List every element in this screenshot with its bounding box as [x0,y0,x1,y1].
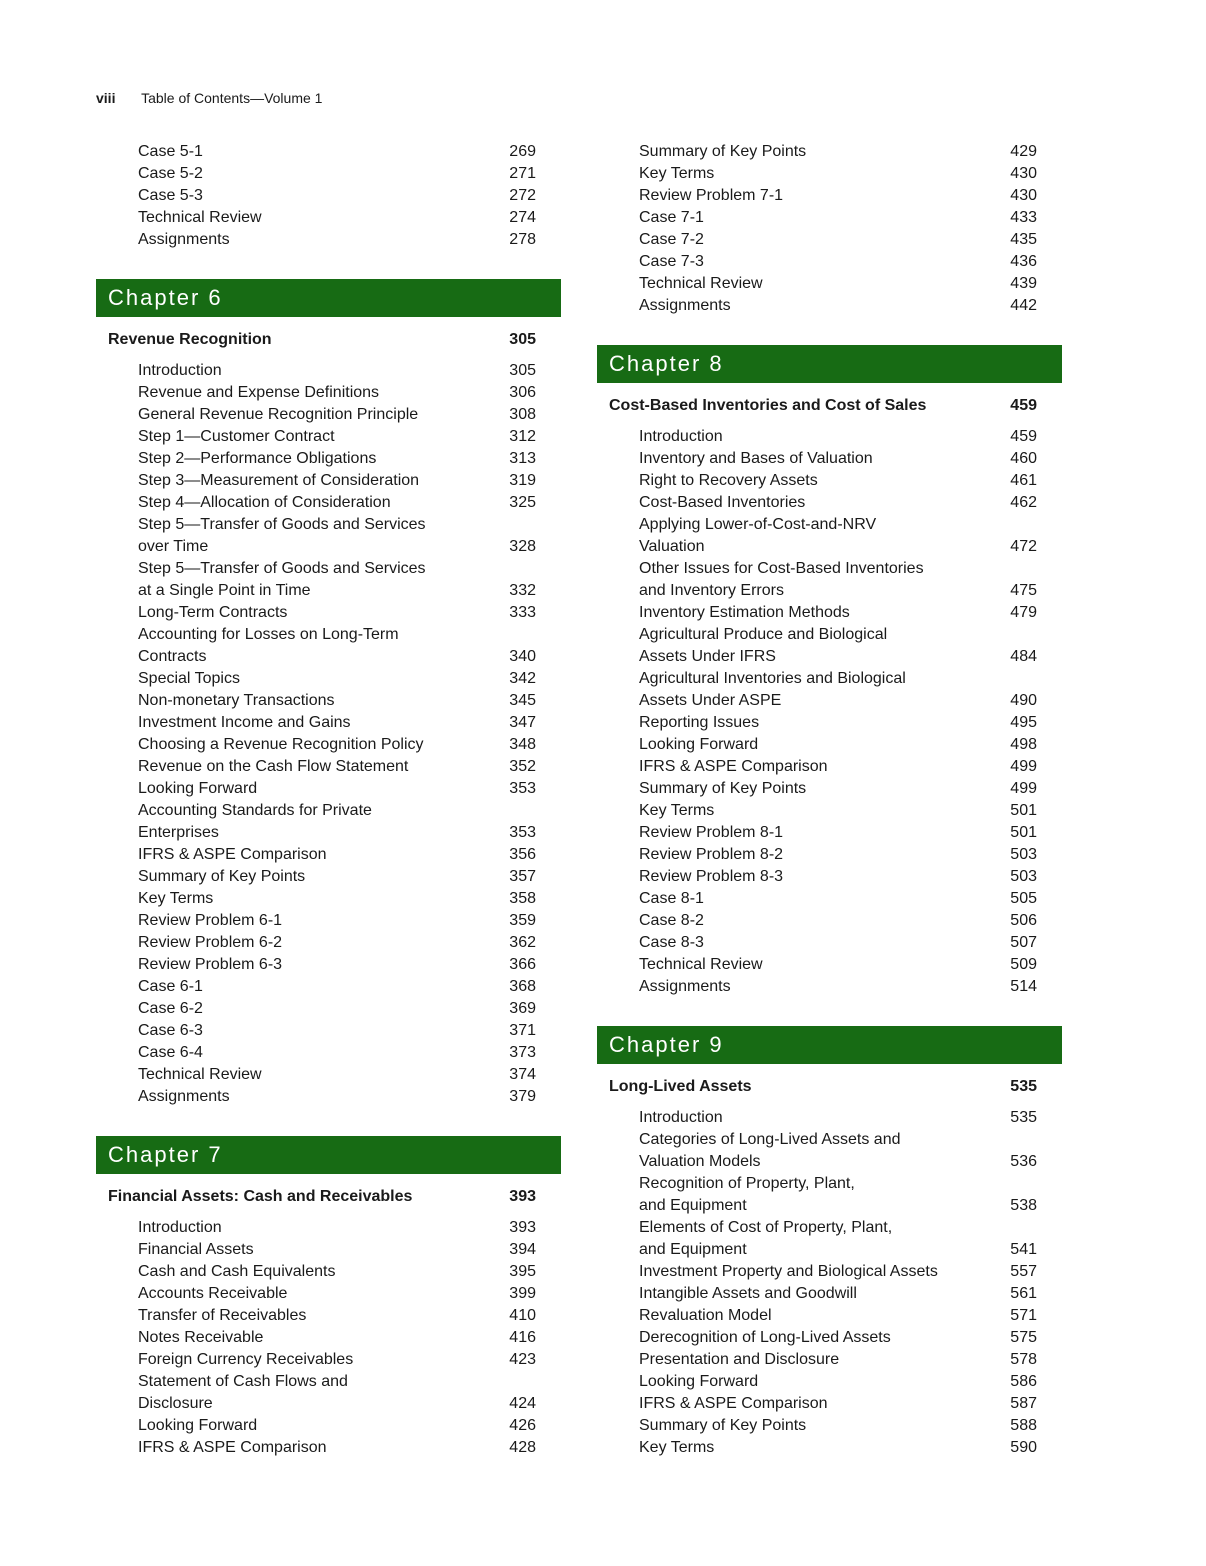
toc-entry-title: Case 6-3 [138,1022,203,1039]
chapter-title-text: Long-Lived Assets [609,1078,752,1095]
toc-entry-title: Key Terms [639,802,715,819]
toc-entry[interactable] [96,1261,561,1283]
toc-entry-title: Special Topics [138,670,240,687]
toc-entry-title: IFRS & ASPE Comparison [639,1395,828,1412]
toc-entry-title: Case 6-4 [138,1044,203,1061]
toc-entry[interactable] [96,360,561,382]
toc-entry[interactable] [96,998,561,1020]
toc-entry-title: Review Problem 6-3 [138,956,283,973]
toc-entry[interactable] [96,229,561,251]
chapter-title[interactable] [597,1076,1062,1098]
toc-entry[interactable] [96,1437,561,1459]
toc-entry[interactable] [597,295,1062,317]
toc-entry-page: 379 [509,1088,536,1105]
toc-entry-title: Summary of Key Points [639,1417,807,1434]
toc-entry-title: Investment Income and Gains [138,714,351,731]
toc-entry-title: Statement of Cash Flows and Disclosure [138,1373,348,1412]
toc-entry[interactable] [597,602,1062,624]
toc-entry-title: Technical Review [138,209,262,226]
toc-entry[interactable] [96,932,561,954]
toc-entry[interactable] [96,712,561,734]
toc-entry-title: Case 7-1 [639,209,704,226]
toc-entry-title: Looking Forward [639,1373,759,1390]
toc-entry-title: IFRS & ASPE Comparison [138,1439,327,1456]
chapter-title-page: 393 [509,1188,536,1205]
toc-entry-page: 506 [1010,912,1037,929]
toc-entry-page: 501 [1010,824,1037,841]
toc-entry-page: 442 [1010,297,1037,314]
toc-entry[interactable] [96,624,561,668]
toc-entry-page: 272 [509,187,536,204]
toc-entry-page: 575 [1010,1329,1037,1346]
toc-entry-title: Case 5-3 [138,187,203,204]
toc-entry-page: 369 [509,1000,536,1017]
chapter-bar: Chapter 8 [597,345,1062,383]
toc-entry[interactable] [597,185,1062,207]
toc-entry-title: Choosing a Revenue Recognition Policy [138,736,424,753]
toc-entry-page: 428 [509,1439,536,1456]
toc-entry-page: 514 [1010,978,1037,995]
toc-entry-page: 395 [509,1263,536,1280]
toc-entry-title: Looking Forward [138,1417,258,1434]
toc-entry[interactable] [597,426,1062,448]
chapter-title[interactable] [96,1186,561,1208]
toc-entry-page: 357 [509,868,536,885]
toc-entry-page: 484 [1010,648,1037,665]
toc-entry-title: Case 6-1 [138,978,203,995]
toc-entry[interactable] [597,932,1062,954]
toc-entry[interactable] [597,1217,1062,1261]
chapter-title-page: 459 [1010,397,1037,414]
toc-entry-title: Accounting Standards for Private Enterprises [138,802,372,841]
toc-entry-page: 503 [1010,868,1037,885]
toc-entry[interactable] [597,207,1062,229]
toc-entry[interactable] [597,141,1062,163]
toc-entry[interactable] [597,1393,1062,1415]
toc-entry[interactable] [597,229,1062,251]
toc-entry-page: 590 [1010,1439,1037,1456]
toc-entry-title: Introduction [639,1109,723,1126]
toc-entry-title: Inventory and Bases of Valuation [639,450,873,467]
toc-entry-page: 368 [509,978,536,995]
toc-entry-title: Foreign Currency Receivables [138,1351,354,1368]
toc-entry[interactable] [96,492,561,514]
toc-entry-page: 505 [1010,890,1037,907]
toc-entry-title: Investment Property and Biological Assets [639,1263,938,1280]
toc-entry[interactable] [597,1371,1062,1393]
toc-entry-title: Review Problem 6-2 [138,934,283,951]
toc-entry-title: Step 5—Transfer of Goods and Services at a Single Point in Time [138,560,426,599]
toc-entry-page: 459 [1010,428,1037,445]
toc-entry-page: 373 [509,1044,536,1061]
toc-entry[interactable] [597,1261,1062,1283]
toc-entry-title: Step 5—Transfer of Goods and Services over Time [138,516,426,555]
toc-entry[interactable] [597,448,1062,470]
toc-entry-page: 340 [509,648,536,665]
toc-entry-title: Reporting Issues [639,714,760,731]
toc-entry-page: 433 [1010,209,1037,226]
toc-entry-page: 509 [1010,956,1037,973]
toc-entry[interactable] [96,1283,561,1305]
chapter-title-text: Revenue Recognition [108,331,272,348]
toc-entry-page: 436 [1010,253,1037,270]
toc-entry-title: Non-monetary Transactions [138,692,335,709]
toc-entry[interactable] [597,910,1062,932]
toc-entry[interactable] [96,1020,561,1042]
toc-entry-title: Accounts Receivable [138,1285,288,1302]
chapter-bar: Chapter 6 [96,279,561,317]
toc-entry[interactable] [597,1129,1062,1173]
toc-entry-page: 353 [509,780,536,797]
toc-entry-page: 366 [509,956,536,973]
chapter-title-page: 535 [1010,1078,1037,1095]
toc-entry-page: 308 [509,406,536,423]
toc-entry[interactable] [96,954,561,976]
toc-entry-page: 503 [1010,846,1037,863]
toc-entry-page: 410 [509,1307,536,1324]
toc-entry-title: Summary of Key Points [639,780,807,797]
toc-entry[interactable] [597,1437,1062,1459]
toc-entry-page: 424 [509,1395,536,1412]
toc-entry[interactable] [597,470,1062,492]
toc-entry[interactable] [597,163,1062,185]
toc-entry[interactable] [597,1349,1062,1371]
page-number: viii [96,90,116,106]
toc-entry[interactable] [96,470,561,492]
toc-entry-page: 312 [509,428,536,445]
toc-entry-page: 278 [509,231,536,248]
toc-entry-title: Case 6-2 [138,1000,203,1017]
toc-entry-title: Right to Recovery Assets [639,472,818,489]
toc-entry-page: 352 [509,758,536,775]
toc-entry[interactable] [597,1327,1062,1349]
toc-entry-title: Financial Assets [138,1241,254,1258]
toc-entry-page: 430 [1010,187,1037,204]
toc-entry-title: Notes Receivable [138,1329,264,1346]
toc-entry-title: Other Issues for Cost-Based Inventories and Inventory Errors [639,560,924,599]
chapter-bar: Chapter 7 [96,1136,561,1174]
toc-entry[interactable] [597,954,1062,976]
toc-entry-title: Case 7-2 [639,231,704,248]
toc-entry-page: 439 [1010,275,1037,292]
toc-entry[interactable] [96,1305,561,1327]
toc-entry[interactable] [597,844,1062,866]
toc-entry[interactable] [96,734,561,756]
toc-entry-title: Transfer of Receivables [138,1307,307,1324]
toc-entry-title: Accounting for Losses on Long-Term Contracts [138,626,399,665]
toc-entry[interactable] [597,866,1062,888]
toc-entry[interactable] [96,800,561,844]
toc-entry-title: Revaluation Model [639,1307,772,1324]
toc-entry-title: General Revenue Recognition Principle [138,406,419,423]
toc-entry-title: Technical Review [639,275,763,292]
toc-entry-title: Applying Lower-of-Cost-and-NRV Valuation [639,516,877,555]
toc-entry-title: Summary of Key Points [639,143,807,160]
toc-entry[interactable] [597,976,1062,998]
toc-entry-title: IFRS & ASPE Comparison [639,758,828,775]
toc-entry-page: 348 [509,736,536,753]
toc-entry[interactable] [96,1371,561,1415]
toc-entry-title: Summary of Key Points [138,868,306,885]
toc-entry-page: 328 [509,538,536,555]
toc-entry-page: 435 [1010,231,1037,248]
toc-entry-page: 571 [1010,1307,1037,1324]
toc-entry-page: 359 [509,912,536,929]
toc-entry[interactable] [96,1349,561,1371]
toc-entry-title: Long-Term Contracts [138,604,288,621]
toc-entry[interactable] [597,1173,1062,1217]
toc-entry-page: 371 [509,1022,536,1039]
toc-entry[interactable] [597,1305,1062,1327]
toc-entry[interactable] [96,163,561,185]
toc-entry[interactable] [96,602,561,624]
chapter-title[interactable] [597,395,1062,417]
toc-entry-title: Case 5-2 [138,165,203,182]
toc-entry-page: 347 [509,714,536,731]
toc-entry-title: Assignments [639,978,731,995]
toc-entry[interactable] [96,1327,561,1349]
toc-entry[interactable] [96,756,561,778]
toc-entry[interactable] [597,1283,1062,1305]
toc-entry-page: 501 [1010,802,1037,819]
toc-entry-page: 313 [509,450,536,467]
toc-entry-title: Case 8-1 [639,890,704,907]
toc-entry-title: IFRS & ASPE Comparison [138,846,327,863]
toc-entry-page: 423 [509,1351,536,1368]
toc-entry-title: Introduction [639,428,723,445]
toc-entry[interactable] [597,558,1062,602]
toc-entry-page: 362 [509,934,536,951]
toc-entry-page: 306 [509,384,536,401]
toc-entry[interactable] [96,778,561,800]
toc-entry-page: 561 [1010,1285,1037,1302]
toc-entry-page: 358 [509,890,536,907]
toc-entry-title: Agricultural Inventories and Biological Assets Under ASPE [639,670,906,709]
toc-entry[interactable] [597,756,1062,778]
toc-entry-page: 499 [1010,758,1037,775]
toc-entry[interactable] [96,1086,561,1108]
toc-entry-title: Recognition of Property, Plant, and Equipment [639,1175,855,1214]
toc-entry-page: 535 [1010,1109,1037,1126]
toc-entry-title: Elements of Cost of Property, Plant, and Equipment [639,1219,893,1258]
toc-entry-title: Categories of Long-Lived Assets and Valuation Models [639,1131,901,1170]
toc-entry-page: 541 [1010,1241,1037,1258]
toc-entry[interactable] [96,976,561,998]
toc-entry[interactable] [597,822,1062,844]
toc-entry-page: 305 [509,362,536,379]
toc-entry-title: Step 4—Allocation of Consideration [138,494,391,511]
toc-entry-title: Agricultural Produce and Biological Assets Under IFRS [639,626,888,665]
toc-entry-page: 479 [1010,604,1037,621]
toc-entry[interactable] [96,888,561,910]
toc-entry-page: 393 [509,1219,536,1236]
toc-entry-page: 507 [1010,934,1037,951]
chapter-title-page: 305 [509,331,536,348]
toc-entry-title: Looking Forward [138,780,258,797]
toc-entry-page: 274 [509,209,536,226]
toc-entry[interactable] [597,1107,1062,1129]
toc-entry-page: 472 [1010,538,1037,555]
toc-entry-page: 460 [1010,450,1037,467]
toc-entry-title: Technical Review [138,1066,262,1083]
toc-entry[interactable] [597,273,1062,295]
toc-right-column [597,141,1062,1459]
toc-entry-title: Inventory Estimation Methods [639,604,850,621]
toc-entry[interactable] [96,1239,561,1261]
toc-entry-title: Key Terms [138,890,214,907]
toc-entry-title: Review Problem 6-1 [138,912,283,929]
toc-entry-page: 426 [509,1417,536,1434]
toc-entry-title: Intangible Assets and Goodwill [639,1285,857,1302]
toc-entry-page: 333 [509,604,536,621]
toc-entry-page: 429 [1010,143,1037,160]
toc-entry-title: Assignments [138,1088,230,1105]
toc-entry-page: 462 [1010,494,1037,511]
toc-entry[interactable] [96,558,561,602]
toc-entry-page: 399 [509,1285,536,1302]
toc-entry-page: 578 [1010,1351,1037,1368]
toc-entry-title: Introduction [138,362,222,379]
toc-entry-title: Case 5-1 [138,143,203,160]
toc-entry-title: Derecognition of Long-Lived Assets [639,1329,891,1346]
toc-entry-page: 353 [509,824,536,841]
toc-entry-page: 536 [1010,1153,1037,1170]
toc-entry-page: 271 [509,165,536,182]
toc-entry-title: Cost-Based Inventories [639,494,806,511]
toc-entry[interactable] [597,712,1062,734]
toc-entry[interactable] [597,251,1062,273]
toc-entry[interactable] [96,690,561,712]
toc-entry[interactable] [96,382,561,404]
running-header [96,90,322,106]
toc-entry[interactable] [597,800,1062,822]
toc-entry-title: Technical Review [639,956,763,973]
toc-entry-title: Presentation and Disclosure [639,1351,840,1368]
toc-entry-title: Step 3—Measurement of Consideration [138,472,420,489]
toc-entry-page: 430 [1010,165,1037,182]
toc-entry-page: 461 [1010,472,1037,489]
toc-entry-page: 586 [1010,1373,1037,1390]
toc-entry[interactable] [597,734,1062,756]
toc-entry-page: 587 [1010,1395,1037,1412]
toc-entry[interactable] [597,778,1062,800]
toc-entry[interactable] [96,910,561,932]
toc-entry[interactable] [597,492,1062,514]
toc-entry-page: 342 [509,670,536,687]
toc-entry-title: Review Problem 8-1 [639,824,784,841]
toc-entry-title: Step 1—Customer Contract [138,428,335,445]
chapter-bar: Chapter 9 [597,1026,1062,1064]
running-header-title: Table of Contents—Volume 1 [141,90,323,106]
toc-entry[interactable] [96,404,561,426]
toc-entry-page: 332 [509,582,536,599]
toc-entry-page: 498 [1010,736,1037,753]
toc-entry[interactable] [96,514,561,558]
toc-entry-page: 356 [509,846,536,863]
toc-entry-title: Assignments [138,231,230,248]
toc-entry-page: 490 [1010,692,1037,709]
toc-entry[interactable] [96,426,561,448]
toc-entry[interactable] [597,514,1062,558]
toc-entry[interactable] [96,1217,561,1239]
toc-entry[interactable] [597,668,1062,712]
toc-entry[interactable] [96,1064,561,1086]
toc-entry-page: 416 [509,1329,536,1346]
toc-entry[interactable] [96,844,561,866]
toc-entry-title: Key Terms [639,1439,715,1456]
toc-entry-page: 557 [1010,1263,1037,1280]
toc-entry-title: Case 8-3 [639,934,704,951]
toc-entry[interactable] [96,185,561,207]
toc-entry-title: Looking Forward [639,736,759,753]
toc-entry-title: Cash and Cash Equivalents [138,1263,336,1280]
toc-entry-title: Step 2—Performance Obligations [138,450,377,467]
toc-entry-title: Review Problem 7-1 [639,187,784,204]
chapter-title[interactable] [96,329,561,351]
toc-entry-title: Introduction [138,1219,222,1236]
chapter-title-text: Cost-Based Inventories and Cost of Sales [609,397,927,414]
toc-entry-page: 394 [509,1241,536,1258]
chapter-title-text: Financial Assets: Cash and Receivables [108,1188,413,1205]
toc-entry-title: Revenue and Expense Definitions [138,384,380,401]
toc-entry-page: 374 [509,1066,536,1083]
toc-entry[interactable] [96,1042,561,1064]
toc-entry-title: Revenue on the Cash Flow Statement [138,758,409,775]
toc-entry-page: 588 [1010,1417,1037,1434]
toc-entry[interactable] [96,141,561,163]
toc-entry[interactable] [597,888,1062,910]
toc-entry-title: Assignments [639,297,731,314]
toc-entry[interactable] [96,668,561,690]
toc-entry-page: 495 [1010,714,1037,731]
toc-entry-page: 499 [1010,780,1037,797]
toc-entry[interactable] [96,207,561,229]
toc-entry[interactable] [96,448,561,470]
toc-entry[interactable] [597,1415,1062,1437]
toc-entry-title: Review Problem 8-2 [639,846,784,863]
toc-entry-page: 475 [1010,582,1037,599]
toc-entry[interactable] [597,624,1062,668]
toc-entry-title: Case 8-2 [639,912,704,929]
toc-entry-page: 269 [509,143,536,160]
toc-entry[interactable] [96,1415,561,1437]
toc-entry[interactable] [96,866,561,888]
toc-entry-title: Case 7-3 [639,253,704,270]
toc-entry-title: Key Terms [639,165,715,182]
toc-entry-page: 538 [1010,1197,1037,1214]
toc-entry-title: Review Problem 8-3 [639,868,784,885]
toc-entry-page: 345 [509,692,536,709]
toc-left-column [96,141,561,1459]
toc-entry-page: 319 [509,472,536,489]
toc-entry-page: 325 [509,494,536,511]
